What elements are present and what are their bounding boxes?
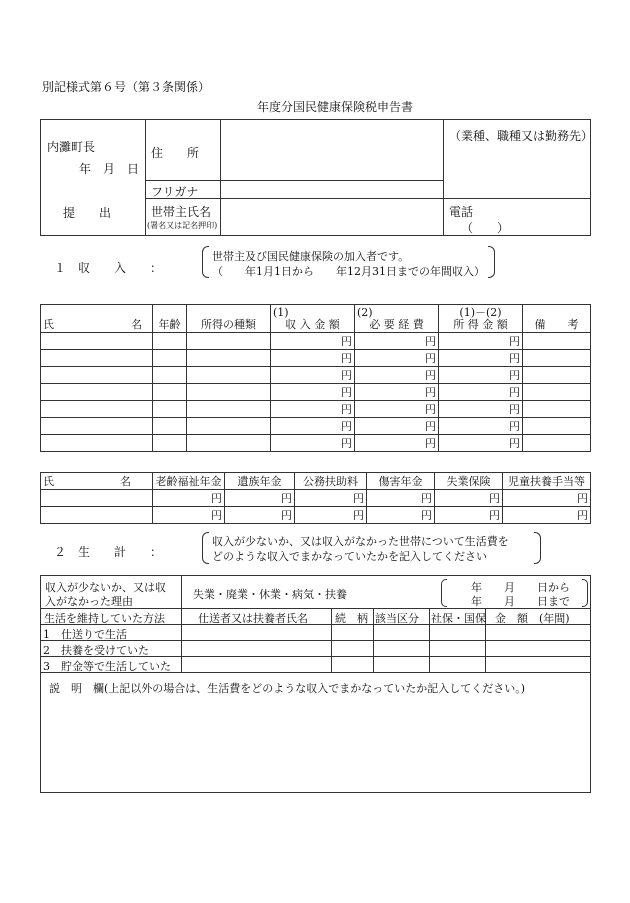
- pension-cell-name[interactable]: [41, 507, 153, 524]
- income-cell-expenses[interactable]: 円: [355, 418, 439, 435]
- pension-cell-amount[interactable]: 円: [295, 490, 367, 507]
- header-supporter: 仕送者又は扶養者氏名: [198, 612, 308, 625]
- pension-header-survivor: 遺族年金: [225, 473, 295, 490]
- income-cell-type[interactable]: [187, 350, 271, 367]
- submit-label: 提 出: [63, 206, 112, 220]
- income-cell-expenses[interactable]: 円: [355, 401, 439, 418]
- address-field[interactable]: [221, 122, 441, 179]
- income-row: [41, 418, 591, 435]
- income-cell-revenue[interactable]: 円: [271, 333, 355, 350]
- explanation-label: 説 明 欄(上記以外の場合は、生活費をどのような収入でまかなっていたか記入してください。): [49, 682, 526, 695]
- income-cell-revenue[interactable]: 円: [271, 435, 355, 452]
- income-header-age: 年齢: [153, 305, 187, 333]
- income-cell-name[interactable]: [41, 333, 153, 350]
- income-cell-name[interactable]: [41, 401, 153, 418]
- pension-cell-amount[interactable]: 円: [225, 490, 295, 507]
- income-cell-notes[interactable]: [523, 350, 591, 367]
- reason-label-1: 収入が少ないか、又は収: [45, 581, 166, 594]
- income-cell-notes[interactable]: [523, 333, 591, 350]
- section1-note1: 世帯主及び国民健康保険の加入者です。: [212, 250, 410, 263]
- income-cell-income[interactable]: 円: [439, 333, 523, 350]
- period-from[interactable]: 年 月 日から: [471, 581, 570, 594]
- pension-cell-amount[interactable]: 円: [503, 490, 591, 507]
- income-cell-age[interactable]: [153, 350, 187, 367]
- pension-header-public-aid: 公務扶助料: [295, 473, 367, 490]
- income-cell-expenses[interactable]: 円: [355, 384, 439, 401]
- income-cell-expenses[interactable]: 円: [355, 367, 439, 384]
- income-cell-name[interactable]: [41, 435, 153, 452]
- section2-bracket-left: [202, 532, 209, 564]
- income-cell-revenue[interactable]: 円: [271, 418, 355, 435]
- head-name-note: (署名又は記名押印): [147, 221, 218, 230]
- income-cell-income[interactable]: 円: [439, 384, 523, 401]
- method-3[interactable]: 3 貯金等で生活していた: [43, 660, 171, 673]
- income-cell-expenses[interactable]: 円: [355, 333, 439, 350]
- income-cell-type[interactable]: [187, 384, 271, 401]
- income-header-notes: 備 考: [523, 305, 591, 333]
- pension-cell-amount[interactable]: 円: [295, 507, 367, 524]
- income-row: [41, 401, 591, 418]
- pension-header-child: 児童扶養手当等: [503, 473, 591, 490]
- form-reference: 別記様式第６号（第３条関係）: [42, 80, 211, 94]
- income-cell-type[interactable]: [187, 435, 271, 452]
- income-cell-notes[interactable]: [523, 367, 591, 384]
- pension-header-name: 氏 名: [41, 473, 153, 490]
- pension-row: [41, 490, 591, 507]
- period-bracket-left: [441, 579, 447, 607]
- header-amount: 金 額 (年間): [495, 612, 570, 625]
- income-cell-age[interactable]: [153, 435, 187, 452]
- income-cell-age[interactable]: [153, 333, 187, 350]
- section2-bracket-right: [534, 532, 541, 564]
- pension-header-old-age: 老齢福祉年金: [153, 473, 225, 490]
- income-cell-income[interactable]: 円: [439, 401, 523, 418]
- address-label: 住 所: [151, 146, 200, 160]
- living-table: [40, 575, 591, 793]
- income-cell-type[interactable]: [187, 418, 271, 435]
- section1-note2: （ 年1月1日から 年12月31日までの年間収入）: [212, 265, 485, 278]
- section1-label: １ 収 入 ：: [54, 261, 163, 275]
- income-cell-type[interactable]: [187, 333, 271, 350]
- header-block: [40, 119, 594, 236]
- income-row: [41, 367, 591, 384]
- pension-cell-amount[interactable]: 円: [503, 507, 591, 524]
- header-relation: 続 柄: [335, 612, 368, 625]
- income-cell-revenue[interactable]: 円: [271, 350, 355, 367]
- income-cell-income[interactable]: 円: [439, 367, 523, 384]
- section2-note2: どのような収入でまかなっていたかを記入してください: [212, 550, 487, 563]
- income-cell-age[interactable]: [153, 384, 187, 401]
- section1-bracket-left: [202, 246, 209, 278]
- income-table: [40, 304, 591, 452]
- income-cell-name[interactable]: [41, 367, 153, 384]
- income-cell-expenses[interactable]: 円: [355, 350, 439, 367]
- header-insurance: 社保・国保: [431, 612, 486, 625]
- income-cell-notes[interactable]: [523, 435, 591, 452]
- income-cell-name[interactable]: [41, 418, 153, 435]
- income-header-revenue: (1) 収 入 金 額: [271, 305, 355, 333]
- income-row: [41, 435, 591, 452]
- section2-label: ２ 生 計 ：: [54, 545, 163, 559]
- pension-row: [41, 507, 591, 524]
- pension-cell-amount[interactable]: 円: [153, 490, 225, 507]
- income-cell-revenue[interactable]: 円: [271, 384, 355, 401]
- income-header-income: (1)－(2) 所 得 金 額: [439, 305, 523, 333]
- income-cell-notes[interactable]: [523, 384, 591, 401]
- income-row: [41, 333, 591, 350]
- income-cell-name[interactable]: [41, 384, 153, 401]
- pension-cell-amount[interactable]: 円: [225, 507, 295, 524]
- income-cell-revenue[interactable]: 円: [271, 367, 355, 384]
- income-cell-notes[interactable]: [523, 401, 591, 418]
- income-cell-type[interactable]: [187, 401, 271, 418]
- income-cell-income[interactable]: 円: [439, 350, 523, 367]
- pension-cell-amount[interactable]: 円: [153, 507, 225, 524]
- section2-note1: 収入が少ないか、又は収入がなかった世帯について生活費を: [212, 535, 509, 548]
- income-header-name: 氏 名: [41, 305, 153, 333]
- income-cell-name[interactable]: [41, 350, 153, 367]
- furigana-label: フリガナ: [151, 185, 199, 199]
- income-row: [41, 384, 591, 401]
- pension-header-unemployment: 失業保険: [435, 473, 503, 490]
- method-2[interactable]: 2 扶養を受けていた: [43, 644, 149, 657]
- period-bracket-right: [582, 579, 588, 607]
- mayor-label: 内灘町長: [47, 140, 96, 154]
- head-name-label: 世帯主氏名: [151, 205, 212, 219]
- occupation-label: （業種、職種又は勤務先）: [449, 129, 594, 143]
- income-cell-age[interactable]: [153, 418, 187, 435]
- income-cell-age[interactable]: [153, 401, 187, 418]
- phone-label: 電話: [449, 205, 474, 219]
- method-1[interactable]: 1 仕送りで生活: [43, 628, 127, 641]
- income-header-expenses: (2) 必 要 経 費: [355, 305, 439, 333]
- pension-table: [40, 472, 591, 524]
- income-cell-age[interactable]: [153, 367, 187, 384]
- header-category: 該当区分: [375, 612, 419, 625]
- pension-cell-amount[interactable]: 円: [367, 490, 435, 507]
- phone-field[interactable]: （ ）: [461, 221, 510, 235]
- form-title: 年度分国民健康保険税申告書: [257, 100, 414, 114]
- income-cell-revenue[interactable]: 円: [271, 401, 355, 418]
- head-name-field[interactable]: [221, 200, 441, 234]
- date-label: 年 月 日: [79, 162, 140, 176]
- income-cell-type[interactable]: [187, 367, 271, 384]
- header-method: 生活を維持していた方法: [44, 612, 165, 625]
- income-header-type: 所得の種類: [187, 305, 271, 333]
- income-cell-notes[interactable]: [523, 418, 591, 435]
- income-cell-income[interactable]: 円: [439, 435, 523, 452]
- pension-cell-name[interactable]: [41, 490, 153, 507]
- period-to[interactable]: 年 月 日まで: [471, 595, 570, 608]
- pension-cell-amount[interactable]: 円: [367, 507, 435, 524]
- pension-cell-amount[interactable]: 円: [435, 490, 503, 507]
- section1-bracket-right: [488, 246, 495, 278]
- explanation-field[interactable]: [43, 696, 587, 788]
- reason-label-2: 入がなかった理由: [45, 595, 133, 608]
- pension-cell-amount[interactable]: 円: [435, 507, 503, 524]
- income-row: [41, 350, 591, 367]
- income-cell-income[interactable]: 円: [439, 418, 523, 435]
- reason-options[interactable]: 失業・廃業・休業・病気・扶養: [193, 588, 347, 601]
- furigana-field[interactable]: [221, 181, 441, 197]
- pension-header-disability: 傷害年金: [367, 473, 435, 490]
- income-cell-expenses[interactable]: 円: [355, 435, 439, 452]
